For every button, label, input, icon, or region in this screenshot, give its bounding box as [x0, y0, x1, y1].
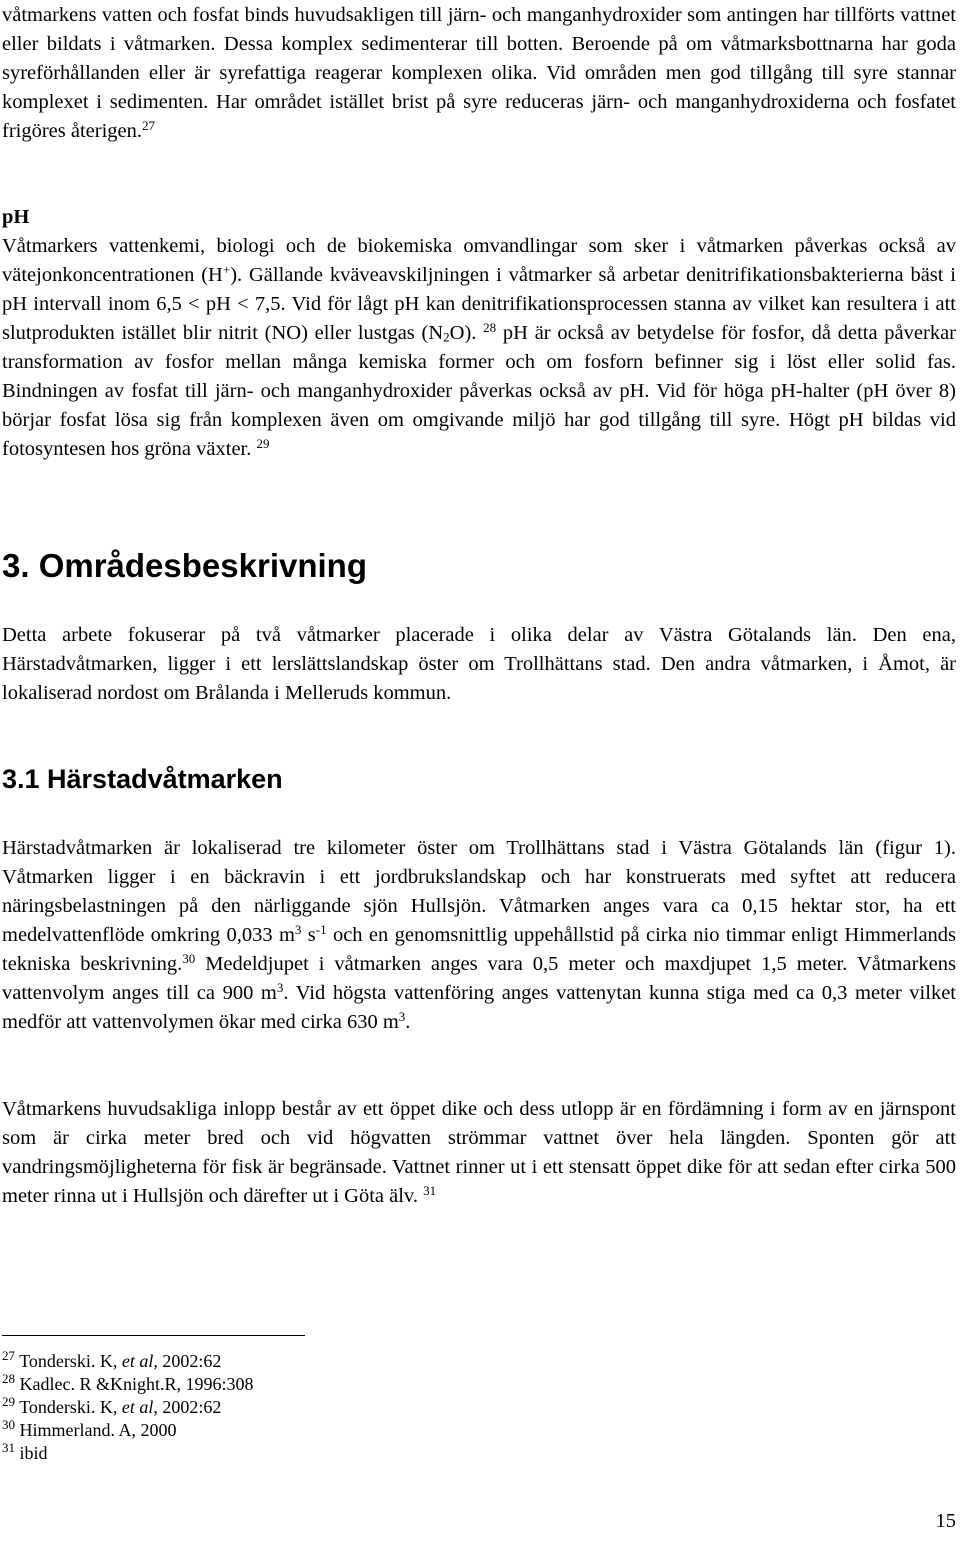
- harstad-text-2: s: [307, 924, 316, 946]
- footnote-29: [2, 1393, 253, 1419]
- harstad-text-5: . Vid högsta vattenföring anges vattenytan kunna stiga med ca 0,3 meter vilket medför att vattenvolymen ökar med cirka 630 m: [2, 982, 956, 1033]
- intro-paragraph: [2, 1, 956, 146]
- superscript-3: 3: [276, 979, 284, 995]
- page-number: 15: [935, 1510, 956, 1532]
- superscript-3: 3: [294, 921, 302, 937]
- harstad-text-6: .: [405, 1011, 411, 1033]
- footnote-ref-31: 31: [423, 1182, 437, 1198]
- footnote-28: [2, 1370, 254, 1396]
- footnote-italic: et al: [121, 1397, 154, 1417]
- footnote-ref-29: 29: [256, 435, 270, 451]
- footnote-text: , 2002:62: [153, 1397, 222, 1417]
- harstad-paragraph-2: [2, 1095, 956, 1211]
- footnote-ref-28: 28: [483, 319, 497, 335]
- footnote-text: Himmerland. A, 2000: [19, 1420, 177, 1440]
- harstad-paragraph-1: [2, 834, 956, 1037]
- harstad-text-3: och en genomsnittlig uppehållstid på cirka nio timmar enligt Himmerlands tekniska beskrivning.: [2, 924, 957, 975]
- ph-text-1: Våtmarkers vattenkemi, biologi och de biokemiska omvandlingar som sker i våtmarken påverkas också av vätejonkoncentrationen (H: [2, 235, 956, 286]
- footnote-number: 30: [2, 1416, 15, 1432]
- superscript-3: 3: [398, 1008, 406, 1024]
- footnote-31: [2, 1439, 253, 1465]
- superscript-minus-1: -1: [315, 921, 327, 937]
- footnote-number: 31: [2, 1439, 15, 1455]
- section-3-paragraph: Detta arbete fokuserar på två våtmarker placerade i olika delar av Västra Götalands län. Den ena, Härstadvåtmarken, ligger i ett lerslättslandskap öster om Trollhättans stad. Den andra våtmarken, i Åmot, är lokaliserad nordost om Brålanda i Melleruds kommun.: [2, 624, 956, 704]
- harstad-text-7: Våtmarkens huvudsakliga inlopp består av ett öppet dike och dess utlopp är en fördämning i form av en järnspont som är cirka meter bred och vid högvatten strömmar vattnet över hela längden. Sponten gör att vandringsmöjligheterna för fisk är begränsade. Vattnet rinner ut i ett stensatt öppet dike för att sedan efter cirka 500 meter rinna ut i Hullsjön och därefter ut i Göta älv.: [2, 1098, 956, 1207]
- ph-paragraph: [2, 232, 956, 464]
- footnote-27: [2, 1347, 253, 1373]
- footnote-number: 29: [2, 1393, 15, 1409]
- footnote-text: Tonderski. K,: [19, 1397, 122, 1417]
- footnote-number: 28: [2, 1370, 15, 1386]
- footnote-text: Tonderski. K,: [19, 1351, 122, 1371]
- footnote-list: [2, 1347, 254, 1465]
- ion-charge-sup: +: [222, 261, 231, 277]
- ph-text-3: O).: [449, 322, 477, 344]
- footnote-number: 27: [2, 1347, 15, 1363]
- harstad-text-4: Medeldjupet i våtmarken anges vara 0,5 meter och maxdjupet 1,5 meter. Våtmarkens vattenvolym anges till ca 900 m: [2, 953, 956, 1004]
- footnote-text: , 2002:62: [153, 1351, 222, 1371]
- section-3-heading: 3. Områdesbeskrivning: [2, 547, 367, 584]
- ph-heading: pH: [2, 206, 30, 228]
- subscript-2: 2: [443, 329, 450, 345]
- ph-text-4: pH är också av betydelse för fosfor, då detta påverkar transformation av fosfor mellan många kemiska former och om fosforn befinner sig i löst eller solid fas. Bindningen av fosfat till järn- och manganhydroxider påverkas också av pH. Vid för höga pH-halter (pH över 8) börjar fosfat lösa sig från komplexen även om omgivande miljö har god tillgång till syre. Högt pH bildas vid fotosyntesen hos gröna växter.: [2, 322, 957, 460]
- footnote-italic: et al: [121, 1351, 154, 1371]
- ph-text-2: ). Gällande kväveavskiljningen i våtmarker så arbetar denitrifikationsbakterierna bäst i pH intervall inom 6,5 < pH < 7,5. Vid för lågt pH kan denitrifikationsprocessen stanna av vilket kan resultera i att slutprodukten istället blir nitrit (NO) eller lustgas (N: [2, 264, 956, 344]
- footnote-30: [2, 1416, 253, 1442]
- section-3-1-heading: 3.1 Härstadvåtmarken: [2, 764, 283, 794]
- footnote-ref-27: 27: [142, 117, 156, 133]
- intro-text: våtmarkens vatten och fosfat binds huvudsakligen till järn- och manganhydroxider som antingen har tillförts vattnet eller bildats i våtmarken. Dessa komplex sedimenterar till botten. Beroende på om våtmarksbottnarna har goda syreförhållanden eller är syrefattiga reagerar komplexen olika. Vid områden men god tillgång till syre stannar komplexet i sedimenten. Har området istället brist på syre reduceras järn- och manganhydroxiderna och fosfatet frigöres återigen.: [2, 4, 956, 142]
- footnote-divider: [2, 1335, 305, 1336]
- harstad-text-1: Härstadvåtmarken är lokaliserad tre kilometer öster om Trollhättans stad i Västra Götalands län (figur 1). Våtmarken ligger i en bäckravin i ett jordbrukslandskap och har konstruerats med syftet att reducera näringsbelastningen på den närliggande sjön Hullsjön. Våtmarken anges vara ca 0,15 hektar stor, ha ett medelvattenflöde omkring 0,033 m: [2, 837, 956, 946]
- footnote-text: ibid: [19, 1443, 48, 1463]
- footnote-ref-30: 30: [182, 950, 196, 966]
- footnote-text: Kadlec. R &Knight.R, 1996:308: [19, 1374, 254, 1394]
